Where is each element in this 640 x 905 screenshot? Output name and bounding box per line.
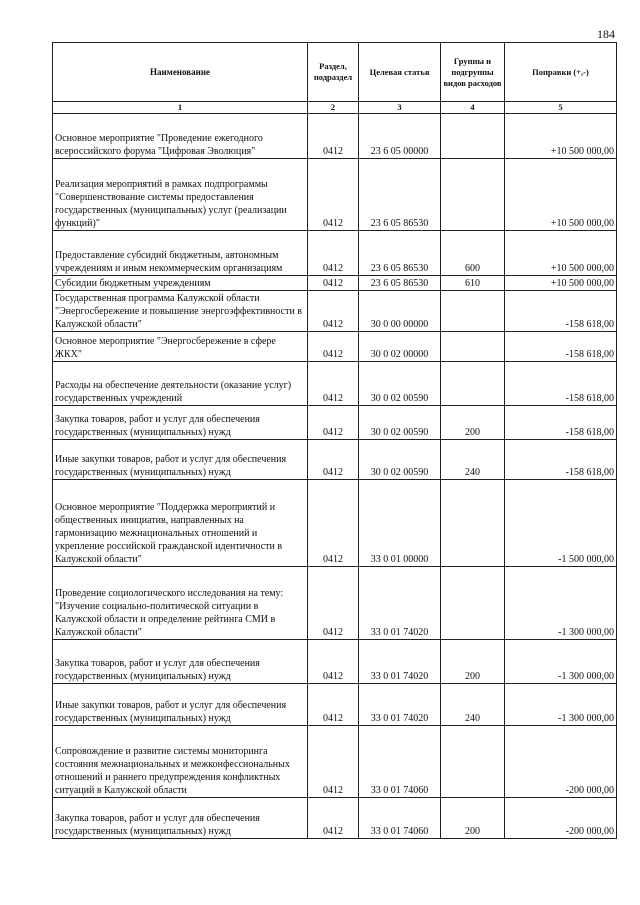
row-name: Закупка товаров, работ и услуг для обеспечения государственных (муниципальных) нужд (53, 406, 308, 440)
column-number-row (53, 102, 617, 114)
table-row (53, 640, 617, 684)
table-row (53, 440, 617, 480)
page-number: 184 (597, 27, 615, 41)
row-amount: +10 500 000,00 (505, 159, 617, 231)
table-row (53, 406, 617, 440)
table-row (53, 276, 617, 291)
row-amount: -158 618,00 (505, 332, 617, 362)
table-row (53, 362, 617, 406)
row-target: 33 0 01 74020 (359, 684, 441, 726)
row-section: 0412 (308, 332, 359, 362)
row-target: 23 6 05 00000 (359, 114, 441, 159)
row-target: 33 0 01 74060 (359, 726, 441, 798)
row-target: 30 0 02 00000 (359, 332, 441, 362)
row-group (441, 567, 505, 640)
row-amount: -158 618,00 (505, 362, 617, 406)
row-name: Предоставление субсидий бюджетным, автономным учреждениям и иным некоммерческим организациям (53, 231, 308, 276)
row-amount: -200 000,00 (505, 726, 617, 798)
row-amount: -158 618,00 (505, 406, 617, 440)
row-amount: +10 500 000,00 (505, 114, 617, 159)
row-amount: -1 300 000,00 (505, 684, 617, 726)
table-row (53, 567, 617, 640)
row-name: Расходы на обеспечение деятельности (оказание услуг) государственных учреждений (53, 362, 308, 406)
row-name: Основное мероприятие "Энергосбережение в сфере ЖКХ" (53, 332, 308, 362)
row-target: 30 0 00 00000 (359, 291, 441, 332)
row-section: 0412 (308, 406, 359, 440)
row-section: 0412 (308, 362, 359, 406)
row-amount: -158 618,00 (505, 291, 617, 332)
row-name: Основное мероприятие "Поддержка мероприятий и общественных инициатив, направленных на гармонизацию межнациональных отношений и укрепление российской гражданской идентичности в Калужской области" (53, 480, 308, 567)
row-section: 0412 (308, 114, 359, 159)
row-group: 240 (441, 684, 505, 726)
row-name: Реализация мероприятий в рамках подпрограммы "Совершенствование системы предоставления государственных (муниципальных) услуг (реализации функций)" (53, 159, 308, 231)
table-row (53, 480, 617, 567)
column-number: 4 (441, 102, 505, 114)
row-target: 23 6 05 86530 (359, 231, 441, 276)
row-section: 0412 (308, 480, 359, 567)
table-header-row (53, 43, 617, 102)
row-name: Основное мероприятие "Проведение ежегодного всероссийского форума "Цифровая Эволюция" (53, 114, 308, 159)
row-target: 33 0 01 74060 (359, 798, 441, 839)
row-name: Проведение социологического исследования на тему: "Изучение социально-политической ситуации в Калужской области и определение рейтинга СМИ в Калужской области" (53, 567, 308, 640)
row-section: 0412 (308, 640, 359, 684)
table-row (53, 332, 617, 362)
row-name: Иные закупки товаров, работ и услуг для обеспечения государственных (муниципальных) нужд (53, 440, 308, 480)
header-target: Целевая статья (359, 43, 441, 102)
row-target: 33 0 01 74020 (359, 567, 441, 640)
row-group (441, 291, 505, 332)
header-section: Раздел, подраздел (308, 43, 359, 102)
row-group: 200 (441, 406, 505, 440)
row-section: 0412 (308, 291, 359, 332)
row-target: 33 0 01 00000 (359, 480, 441, 567)
column-number: 5 (505, 102, 617, 114)
row-section: 0412 (308, 231, 359, 276)
row-amount: -158 618,00 (505, 440, 617, 480)
row-amount: -1 300 000,00 (505, 567, 617, 640)
column-number: 3 (359, 102, 441, 114)
row-group: 600 (441, 231, 505, 276)
row-target: 23 6 05 86530 (359, 276, 441, 291)
row-group (441, 726, 505, 798)
row-amount: +10 500 000,00 (505, 231, 617, 276)
row-group (441, 362, 505, 406)
row-section: 0412 (308, 684, 359, 726)
table-row (53, 159, 617, 231)
header-amount: Поправки (+,-) (505, 43, 617, 102)
table-row (53, 114, 617, 159)
row-group (441, 332, 505, 362)
header-name: Наименование (53, 43, 308, 102)
row-name: Иные закупки товаров, работ и услуг для обеспечения государственных (муниципальных) нужд (53, 684, 308, 726)
row-target: 30 0 02 00590 (359, 440, 441, 480)
row-amount: +10 500 000,00 (505, 276, 617, 291)
row-section: 0412 (308, 276, 359, 291)
row-name: Государственная программа Калужской области "Энергосбережение и повышение энергоэффективности в Калужской области" (53, 291, 308, 332)
row-amount: -200 000,00 (505, 798, 617, 839)
row-group (441, 159, 505, 231)
row-section: 0412 (308, 798, 359, 839)
header-group: Группы и подгруппы видов расходов (441, 43, 505, 102)
row-section: 0412 (308, 440, 359, 480)
row-amount: -1 500 000,00 (505, 480, 617, 567)
column-number: 1 (53, 102, 308, 114)
budget-amendments-table (52, 42, 617, 839)
row-group: 200 (441, 798, 505, 839)
row-name: Закупка товаров, работ и услуг для обеспечения государственных (муниципальных) нужд (53, 640, 308, 684)
row-group: 200 (441, 640, 505, 684)
row-target: 33 0 01 74020 (359, 640, 441, 684)
row-name: Субсидии бюджетным учреждениям (53, 276, 308, 291)
row-target: 30 0 02 00590 (359, 406, 441, 440)
row-name: Закупка товаров, работ и услуг для обеспечения государственных (муниципальных) нужд (53, 798, 308, 839)
row-amount: -1 300 000,00 (505, 640, 617, 684)
row-group (441, 480, 505, 567)
row-target: 30 0 02 00590 (359, 362, 441, 406)
row-section: 0412 (308, 567, 359, 640)
row-section: 0412 (308, 159, 359, 231)
row-target: 23 6 05 86530 (359, 159, 441, 231)
column-number: 2 (308, 102, 359, 114)
row-section: 0412 (308, 726, 359, 798)
row-group (441, 114, 505, 159)
table-row (53, 684, 617, 726)
table-row (53, 798, 617, 839)
row-group: 610 (441, 276, 505, 291)
table-row (53, 291, 617, 332)
table-row (53, 726, 617, 798)
row-name: Сопровождение и развитие системы мониторинга состояния межнациональных и межконфессиональных отношений и раннего предупреждения конфликтных ситуаций в Калужской области (53, 726, 308, 798)
row-group: 240 (441, 440, 505, 480)
table-row (53, 231, 617, 276)
